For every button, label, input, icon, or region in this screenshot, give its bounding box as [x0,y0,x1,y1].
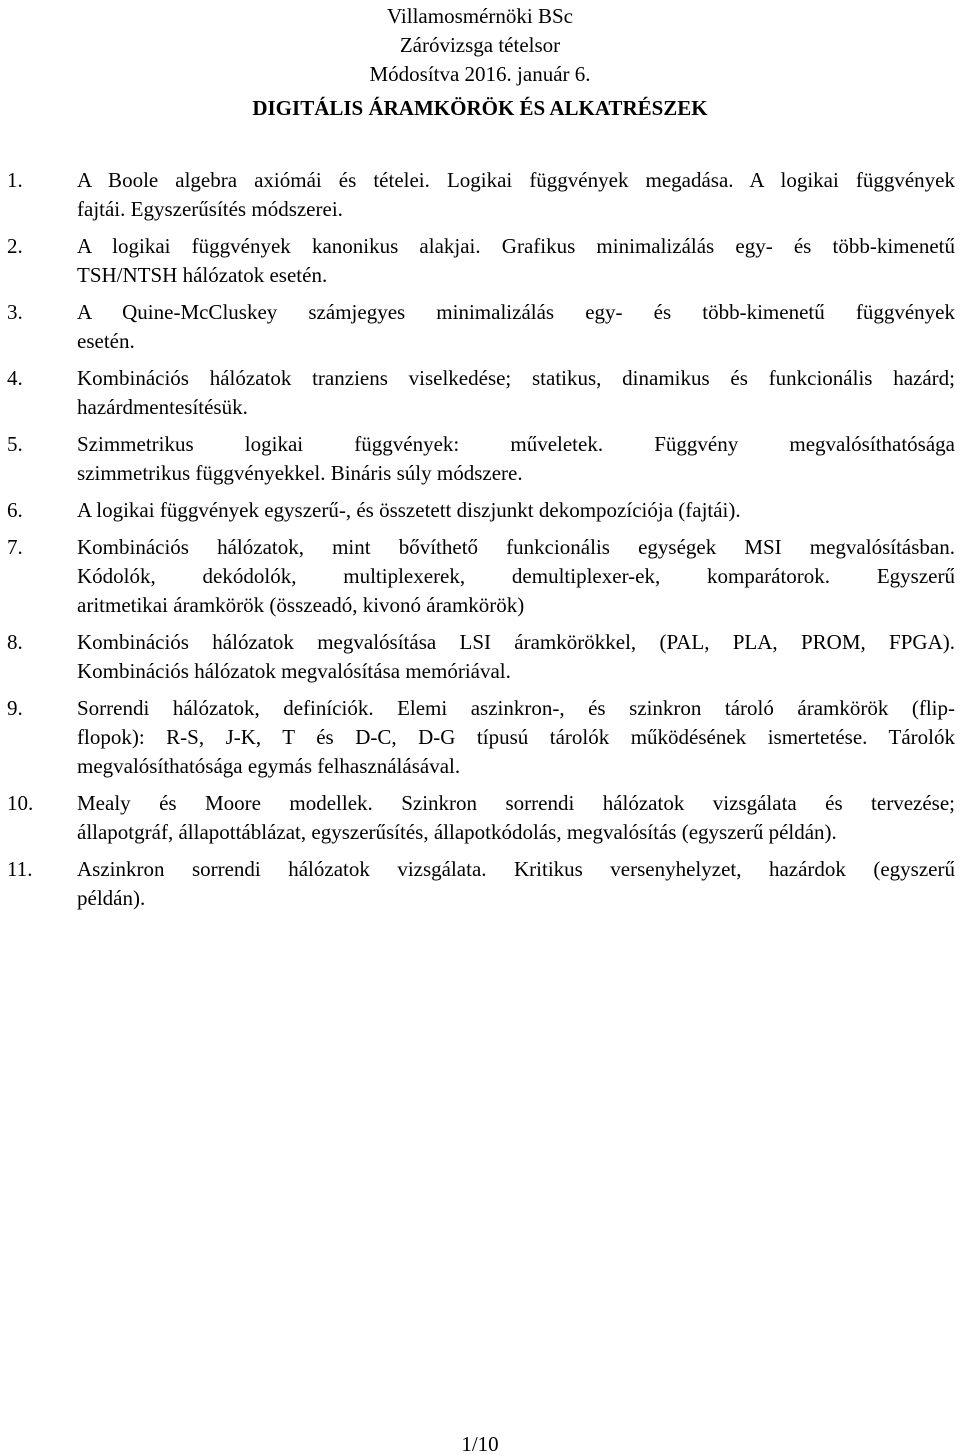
item-text [77,166,955,224]
item-text [77,533,955,620]
item-text-line: Mealy és Moore modellek. Szinkron sorrendi hálózatok vizsgálata és tervezése; [77,791,955,815]
item-number: 4. [7,366,23,390]
item-text-line: A logikai függvények egyszerű-, és összetett diszjunkt dekompozíciója (fajtái). [77,498,741,522]
list-item [0,496,960,525]
item-text-line: Sorrendi hálózatok, definíciók. Elemi aszinkron-, és szinkron tároló áramkörök (flip- [77,696,955,720]
item-text-line: Kombinációs hálózatok megvalósítása LSI áramkörökkel, (PAL, PLA, PROM, FPGA). [77,630,955,654]
item-text-line: Aszinkron sorrendi hálózatok vizsgálata. Kritikus versenyhelyzet, hazárdok (egyszerű [77,857,955,881]
list-item [0,364,960,422]
list-item [0,789,960,847]
item-text [77,855,955,913]
program-name: Villamosmérnöki BSc [387,4,573,28]
item-text [77,232,955,290]
section-title: DIGITÁLIS ÁRAMKÖRÖK ÉS ALKATRÉSZEK [252,96,708,120]
document-header [0,0,960,89]
item-text-line: A Quine-McCluskey számjegyes minimalizálás egy- és több-kimenetű függvények [77,300,955,324]
topic-list [0,166,960,921]
list-item [0,855,960,913]
item-text-line: flopok): R-S, J-K, T és D-C, D-G típusú tárolók működésének ismertetése. Tárolók [77,725,955,749]
item-text-line: Kombinációs hálózatok megvalósítása memóriával. [77,659,511,683]
item-number: 9. [7,696,23,720]
item-text [77,694,955,781]
item-number: 2. [7,234,23,258]
item-text [77,298,955,356]
item-text-line: Kombinációs hálózatok, mint bővíthető funkcionális egységek MSI megvalósításban. [77,535,955,559]
item-text-line: példán). [77,886,146,910]
modified-date: Módosítva 2016. január 6. [369,62,591,86]
item-number: 7. [7,535,23,559]
item-number: 8. [7,630,23,654]
item-text-line: szimmetrikus függvényekkel. Bináris súly módszere. [77,461,523,485]
list-item [0,298,960,356]
item-text [77,364,955,422]
item-text-line: állapotgráf, állapottáblázat, egyszerűsítés, állapotkódolás, megvalósítás (egyszerű példán). [77,820,837,844]
item-text-line: Kódolók, dekódolók, multiplexerek, demultiplexer-ek, komparátorok. Egyszerű [77,564,955,588]
item-text-line: megvalósíthatósága egymás felhasználásával. [77,754,461,778]
list-item [0,430,960,488]
list-item [0,628,960,686]
item-text-line: esetén. [77,329,135,353]
item-number: 1. [7,168,23,192]
list-item [0,694,960,781]
item-number: 11. [7,857,33,881]
item-text-line: A Boole algebra axiómái és tételei. Logikai függvények megadása. A logikai függvények [77,168,955,192]
list-item [0,533,960,620]
item-text-line: A logikai függvények kanonikus alakjai. Grafikus minimalizálás egy- és több-kimenetű [77,234,955,258]
item-number: 5. [7,432,23,456]
item-text [77,789,955,847]
item-number: 10. [7,791,34,815]
item-text-line: fajtái. Egyszerűsítés módszerei. [77,197,343,221]
item-text-line: Szimmetrikus logikai függvények: műveletek. Függvény megvalósíthatósága [77,432,955,456]
list-item [0,232,960,290]
item-text-line: Kombinációs hálózatok tranziens viselkedése; statikus, dinamikus és funkcionális hazárd; [77,366,955,390]
item-text [77,628,955,686]
item-number: 6. [7,498,23,522]
document-title: Záróvizsga tételsor [399,33,561,57]
item-number: 3. [7,300,23,324]
item-text-line: hazárdmentesítésük. [77,395,248,419]
item-text-line: TSH/NTSH hálózatok esetén. [77,263,328,287]
page-number: 1/10 [461,1432,499,1456]
item-text [77,496,955,525]
item-text [77,430,955,488]
list-item [0,166,960,224]
item-text-line: aritmetikai áramkörök (összeadó, kivonó áramkörök) [77,593,525,617]
